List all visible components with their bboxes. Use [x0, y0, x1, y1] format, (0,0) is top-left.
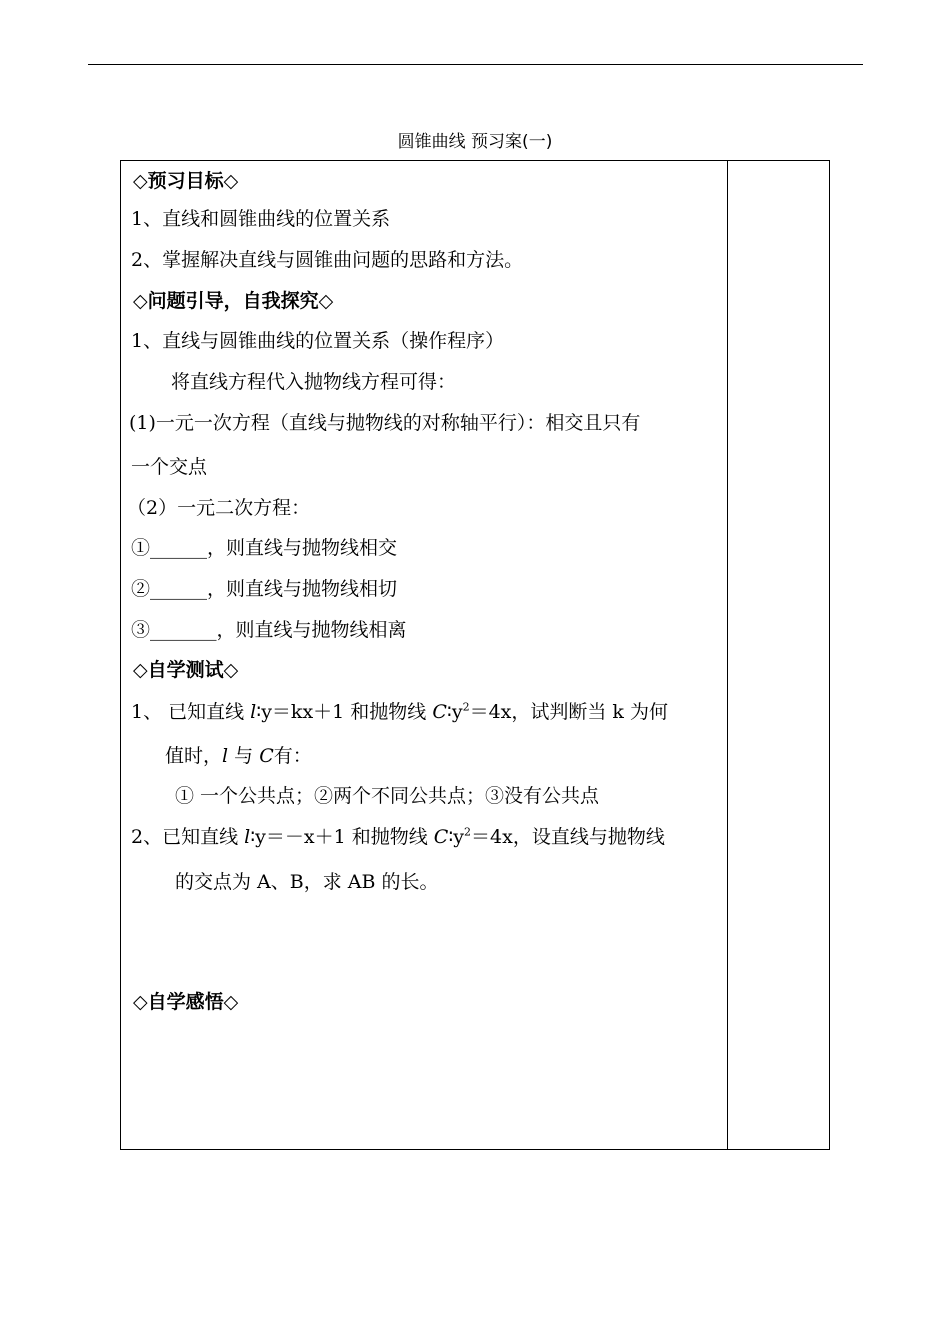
line-symbol: l — [244, 826, 251, 848]
goal-item-1: 1、直线和圆锥曲线的位置关系 — [131, 208, 391, 230]
line-symbol: l — [250, 701, 257, 723]
guide-line-7: ②______，则直线与抛物线相切 — [131, 578, 398, 600]
question-2-line-1 — [131, 825, 665, 849]
question-1-text: 有： — [273, 745, 312, 767]
question-1-line-2 — [165, 744, 312, 768]
question-1-text: 值时， — [165, 745, 223, 767]
question-2-text: ∶y — [448, 826, 465, 848]
question-1-text: 与 — [228, 745, 260, 767]
notes-column-divider — [727, 161, 728, 1149]
guide-line-3: (1)一元一次方程（直线与抛物线的对称轴平行）：相交且只有 — [129, 412, 641, 434]
guide-line-1: 1、直线与圆锥曲线的位置关系（操作程序） — [131, 330, 505, 352]
guide-heading: ◇问题引导，自我探究◇ — [133, 290, 334, 312]
curve-symbol: C — [259, 745, 274, 767]
question-1-text: ∶y — [446, 701, 463, 723]
question-2-text: 2、已知直线 — [131, 826, 245, 848]
question-1-text: 1、 已知直线 — [131, 701, 251, 723]
guide-line-2: 将直线方程代入抛物线方程可得： — [171, 371, 457, 393]
question-1-text: ∶y＝kx＋1 和抛物线 — [256, 701, 433, 723]
guide-line-8: ③_______，则直线与抛物线相离 — [131, 619, 407, 641]
page-title: 圆锥曲线 预习案(一) — [397, 132, 553, 152]
exponent: 2 — [464, 825, 472, 839]
question-1-text: ＝4x，试判断当 k 为何 — [469, 701, 668, 723]
guide-line-4: 一个交点 — [131, 456, 208, 478]
line-symbol: l — [222, 745, 229, 767]
question-1-line-1 — [131, 700, 668, 724]
test-heading: ◇自学测试◇ — [133, 659, 239, 681]
guide-line-5: （2）一元二次方程： — [127, 497, 311, 519]
goal-item-2: 2、掌握解决直线与圆锥曲问题的思路和方法。 — [131, 249, 524, 271]
question-1-line-3: ① 一个公共点；②两个不同公共点；③没有公共点 — [175, 785, 600, 807]
reflect-heading: ◇自学感悟◇ — [133, 991, 239, 1013]
exponent: 2 — [462, 700, 470, 714]
question-2-text: ∶y＝－x＋1 和抛物线 — [250, 826, 434, 848]
header-rule — [88, 64, 863, 65]
guide-line-6: ①______，则直线与抛物线相交 — [131, 537, 398, 559]
worksheet-table — [120, 160, 830, 1150]
curve-symbol: C — [433, 826, 449, 848]
curve-symbol: C — [432, 701, 447, 723]
question-2-text: ＝4x，设直线与抛物线 — [471, 826, 665, 848]
goals-heading: ◇预习目标◇ — [133, 170, 239, 192]
question-2-line-2: 的交点为 A、B，求 AB 的长。 — [175, 871, 439, 893]
